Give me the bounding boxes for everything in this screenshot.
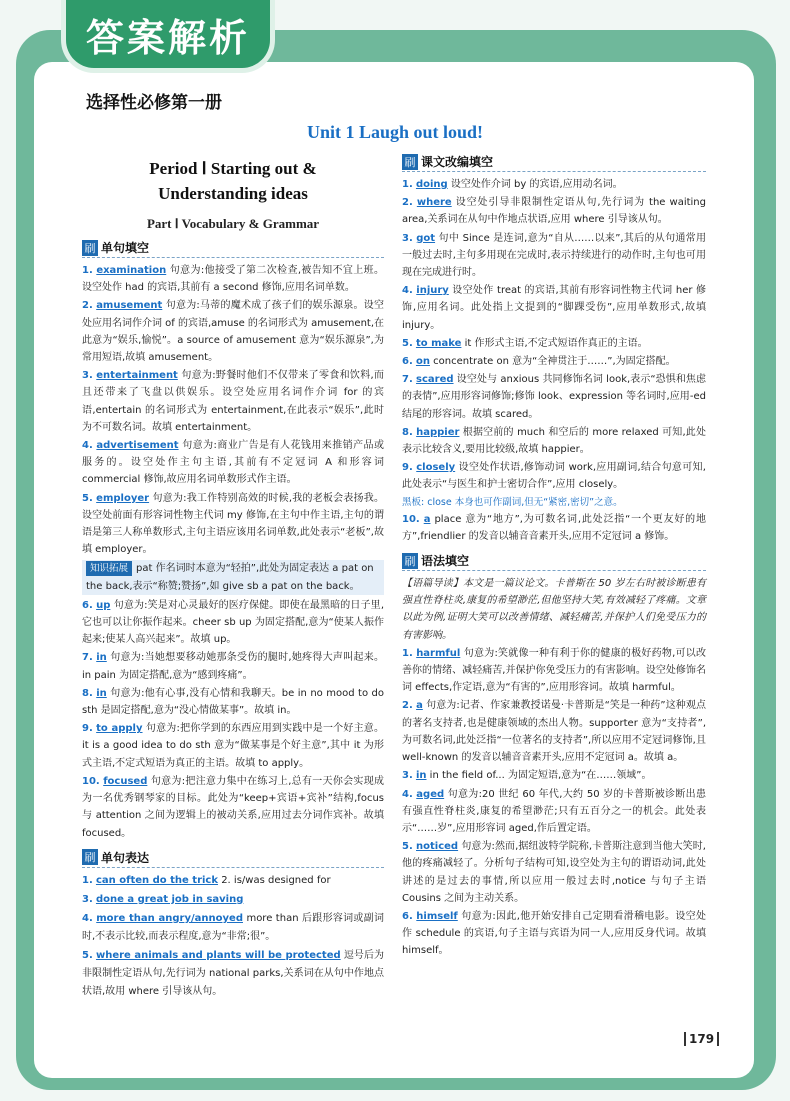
item-explanation: 句意为:笑是对心灵最好的医疗保健。即使在最黑暗的日子里,它也可以让你振作起来。cheer sb up 为固定搭配,意为“使某人振作起来;使某人高兴起来”。故填 up。 xyxy=(82,599,384,646)
list-item xyxy=(82,297,384,366)
list-item xyxy=(82,773,384,842)
list-item xyxy=(402,194,706,228)
part-title: Part Ⅰ Vocabulary & Grammar xyxy=(146,216,320,231)
knowledge-box xyxy=(82,560,384,594)
list-item xyxy=(82,597,384,649)
item-answer: in xyxy=(96,652,107,664)
item-answer: to apply xyxy=(96,723,143,735)
item-explanation: 句意为:我工作特别高效的时候,我的老板会表扬我。设空处前面有形容词性物主代词 my 修饰,在主句中作主语,主句的谓语是第三人称单数形式,主句主语应该用名词单数,此处表示“老板”,故填 employer。 xyxy=(82,492,384,556)
item-number: 4. xyxy=(402,285,413,297)
item-answer: himself xyxy=(416,910,458,922)
section-label: 单句表达 xyxy=(101,850,150,865)
item-explanation: 句意为:把你学到的东西应用到实践中是一个好主意。it is a good idea to do sth 意为“做某事是个好主意”,其中 it 为形式主语,不定式短语为真正的主语。故填 to apply。 xyxy=(82,723,384,769)
item-answer: employer xyxy=(96,492,150,504)
section-label: 单句填空 xyxy=(101,241,150,255)
list-item xyxy=(402,697,706,766)
item-answer: more than angry/annoyed xyxy=(96,912,243,924)
book-title: 选择性必修第一册 xyxy=(86,93,222,113)
list-item xyxy=(402,176,706,193)
item-answer: doing xyxy=(415,179,448,190)
list-item: 10. a place 意为“地方”,为可数名词,此处泛指“一个更友好的地方”,friendlier 的发音以辅音音素开头,应用不定冠词 a 修饰。 xyxy=(402,513,706,542)
item-explanation: 句意为:当她想要移动她那条受伤的腿时,她疼得大声叫起来。in pain 为固定搭配,意为“感到疼痛”。 xyxy=(82,652,384,681)
list-item xyxy=(402,424,706,458)
period-title xyxy=(82,156,384,206)
item-answer: happier xyxy=(416,426,460,438)
item-explanation: 句意为:把注意力集中在练习上,总有一天你会实现成为一名优秀钢琴家的目标。此处为“keep+宾语+宾补”结构,focus 与 attention 之间为逻辑上的被动关系,应用过去分词作宾补。故填 focused。 xyxy=(82,775,384,839)
period-line: Period Ⅰ Starting out & xyxy=(149,159,317,178)
item-explanation: 设空处作状语,修饰动词 work,应用副词,结合句意可知,此处表示“与医生和护士密切合作”,应用 closely。 xyxy=(402,462,706,491)
item-explanation: concentrate on 意为“全神贯注于……”,为固定搭配。 xyxy=(429,356,676,368)
item-explanation: 设空处与 anxious 共同修饰名词 look,表示“恐惧和焦虑的表情”,应用形容词修饰;修饰 look、expression 等名词时,应用-ed 结尾的形容词。故填 scared。 xyxy=(402,374,706,420)
item-answer: focused xyxy=(103,775,148,787)
list-item xyxy=(82,649,384,683)
item-answer: where animals and plants will be protected xyxy=(95,949,341,961)
brush-icon: 刷 xyxy=(402,553,418,569)
item-number: 7. xyxy=(82,652,93,664)
item-answer: can often do the trick xyxy=(95,874,219,886)
knowledge-text: pat 作名词时本意为“轻拍”,此处为固定表达 a pat on the back,表示“称赞;赞扬”,如 give sb a pat on the back。 xyxy=(86,563,374,592)
list-item xyxy=(402,767,706,784)
item-answer: examination xyxy=(96,265,167,276)
list-item xyxy=(402,838,706,907)
list-item xyxy=(402,335,706,352)
list-item xyxy=(402,908,706,960)
knowledge-tag: 知识拓展 xyxy=(86,561,132,576)
passage-note: 黑板: close 本身也可作副词,但无“紧密,密切”之意。 xyxy=(402,496,623,508)
item-answer: in xyxy=(415,770,427,782)
item-number: 9. xyxy=(402,462,413,474)
item-explanation: 句意为:记者、作家兼教授诺曼·卡普斯是“笑是一种药”这种观点的著名支持者,也是健康领域的杰出人物。supporter 意为“支持者”,为可数名词,此处泛指“一位著名的支持者”,所以应用不定冠词修饰,且 well-known 的发音以辅音音素开头,应用不定冠词 a。故填 a。 xyxy=(402,700,706,764)
list-item xyxy=(82,367,384,436)
list-item xyxy=(82,685,384,719)
item-number: 4. xyxy=(82,440,93,452)
item-number: 8. xyxy=(82,687,93,699)
section-grammar-fill xyxy=(402,551,706,571)
item-answer: to make xyxy=(415,337,462,349)
item-number: 9. xyxy=(82,723,93,735)
list-item xyxy=(82,720,384,772)
item-number: 2. xyxy=(402,700,413,712)
item-number: 10. xyxy=(82,775,100,787)
item-number: 5. xyxy=(82,492,93,504)
item-explanation: 句意为:因此,他开始安排自己定期看滑稽电影。设空处作 schedule 的宾语,句子主语与宾语为同一人,应用反身代词。故填 himself。 xyxy=(402,910,706,957)
list-item xyxy=(402,353,706,370)
item-explanation: 句意为:20 世纪 60 年代,大约 50 岁的卡普斯被诊断出患有强直性脊柱炎,康复的希望渺茫;只有五百分之一的机会。此处表示“……岁”,应用形容词 aged,作后置定语。 xyxy=(402,788,707,834)
item-number: 2. xyxy=(82,300,93,312)
brush-icon: 刷 xyxy=(82,849,98,865)
item-explanation: 句意为:笑就像一种有利于你的健康的极好药物,可以改善你的情绪、减轻痛苦,并保护你免受压力的有害影响。设空处修饰名词 effects,作定语,意为“有害的”,应用形容词。故填 harmful。 xyxy=(402,647,706,694)
item-explanation: 逗号后为非限制性定语从句,先行词为 national parks,关系词在从句中作地点状语,故用 where 引导该从句。 xyxy=(82,949,384,997)
item-explanation: 句中 Since 是连词,意为“自从……以来”,其后的从句通常用一般过去时,主句多用现在完成时,表示持续进行的动作时,主句也可用现在完成进行时。 xyxy=(402,232,706,279)
list-item xyxy=(82,262,384,296)
item-answer: noticed xyxy=(416,841,459,853)
item-answer: on xyxy=(415,356,430,368)
header-tab xyxy=(66,0,270,68)
item-number: 4. xyxy=(82,912,93,924)
item-number: 3. xyxy=(82,370,93,382)
item-number: 6. xyxy=(82,599,93,611)
list-item xyxy=(402,371,706,423)
item-number: 3. xyxy=(402,770,413,782)
list-item xyxy=(82,891,384,909)
section-passage-fill xyxy=(402,152,706,172)
section-label: 语法填空 xyxy=(421,554,470,569)
item-number: 3. xyxy=(402,232,413,244)
item-explanation: 句意为:他有心事,没有心情和我聊天。be in no mood to do sth 是固定搭配,意为“没心情做某事”。故填 in。 xyxy=(82,687,384,717)
list-item xyxy=(402,282,706,334)
item-number: 1. xyxy=(402,647,413,659)
item-explanation: 设空处引导非限制性定语从句,先行词为 the waiting area,关系词在从句中作地点状语,应用 where 引导该从句。 xyxy=(402,197,706,226)
item-number: 1. xyxy=(82,874,93,886)
item-explanation: 句意为:野餐时他们不仅带来了零食和饮料,而且还带来了飞盘以供娱乐。设空处应用名词作介词 for 的宾语,entertain 的名词形式为 entertainment,在此表示“娱乐”,此时为不可数名词。故填 entertainment。 xyxy=(82,370,384,433)
item-number: 1. xyxy=(82,265,93,276)
item-answer: amusement xyxy=(96,300,163,312)
right-column xyxy=(402,152,706,961)
item-explanation: 句意为:商业广告是有人花钱用来推销产品或服务的。设空处作主句主语,其前有不定冠词 A 和形容词 commercial 修饰,故应用名词单数形式作主语。 xyxy=(82,440,384,486)
item-answer: up xyxy=(96,599,111,611)
list-item xyxy=(402,230,706,282)
section-label: 课文改编填空 xyxy=(421,155,494,169)
item-number: 6. xyxy=(402,910,413,922)
item-explanation: 设空处作 treat 的宾语,其前有形容词性物主代词 her 修饰,应用名词。此处指上文提到的“脚踝受伤”,应用单数形式,故填 injury。 xyxy=(402,285,706,331)
item-explanation: 设空处作介词 by 的宾语,应用动名词。 xyxy=(447,179,623,190)
item-explanation: more than 后跟形容词或副词时,不表示比较,而表示程度,意为“非常;很”。 xyxy=(82,912,384,942)
item-answer: harmful xyxy=(416,647,461,659)
brush-icon: 刷 xyxy=(402,154,418,170)
list-item xyxy=(402,786,706,838)
item-number: 2. xyxy=(402,197,413,209)
item-number: 6. xyxy=(402,356,413,368)
item-answer: in xyxy=(96,687,107,699)
item-number: 5. xyxy=(402,841,413,853)
item-explanation: 句意为:他接受了第二次检查,被告知不宜上班。设空处作 had 的宾语,其前有 a second 修饰,应用名词单数。 xyxy=(82,265,384,294)
item-explanation: 句意为:马蒂的魔术成了孩子们的娱乐源泉。设空处应用名词作介词 of 的宾语,amuse 的名词形式为 amusement,在此意为“娱乐,愉悦”。a source of amusement 意为“娱乐源泉”,为常用短语,故填 amusement。 xyxy=(82,300,385,364)
item-answer: done a great job in saving xyxy=(95,893,244,905)
section-word-fill xyxy=(82,238,384,258)
item-explanation: it 作形式主语,不定式短语作真正的主语。 xyxy=(461,337,648,349)
item-explanation: 2. is/was designed for xyxy=(218,874,331,886)
header-tab-label: 答案解析 xyxy=(85,15,250,60)
list-item xyxy=(82,490,384,559)
item-number: 5. xyxy=(402,337,413,349)
list-item xyxy=(82,910,384,946)
item-number: 7. xyxy=(402,374,413,386)
item-explanation: in the field of... 为固定短语,意为“在……领域”。 xyxy=(426,770,652,782)
item-explanation: 句意为:然而,据纽波特学院称,卡普斯注意到当他大笑时,他的疼痛减轻了。分析句子结构可知,设空处为主句的谓语动词,此处讲述的是过去的事情,所以应用一般过去时,notice 与句子主语 Cousins 之间为主动关系。 xyxy=(402,841,706,904)
unit-title: Unit 1 Laugh out loud! xyxy=(306,122,484,142)
item-answer: scared xyxy=(416,374,454,386)
brush-icon: 刷 xyxy=(82,240,98,256)
left-column xyxy=(82,152,384,1002)
item-answer: injury xyxy=(416,285,449,297)
page-number: 179 xyxy=(684,1032,719,1046)
item-number: 3. xyxy=(82,893,93,905)
list-item xyxy=(82,872,384,890)
item-number: 4. xyxy=(402,788,413,800)
item-answer: where xyxy=(416,197,452,209)
item-answer: aged xyxy=(416,788,445,800)
list-item xyxy=(82,437,384,489)
period-line: Understanding ideas xyxy=(158,184,308,203)
list-item xyxy=(402,459,706,493)
item-number: 8. xyxy=(402,426,413,438)
item-answer: closely xyxy=(416,462,456,474)
item-answer: a xyxy=(416,700,423,712)
item-answer: advertisement xyxy=(96,440,179,452)
item-number: 1. xyxy=(402,179,413,190)
item-number: 5. xyxy=(82,949,93,961)
section-sentence-express xyxy=(82,848,384,868)
list-item xyxy=(402,645,706,697)
grammar-intro: 【语篇导读】本文是一篇议论文。卡普斯在 50 岁左右时被诊断患有强直性脊柱炎,康复的希望渺茫,但他坚持大笑,有效减轻了疼痛。文章以此为例,证明大笑可以改善情绪、减轻痛苦,并保护人们免受压力的有害影响。 xyxy=(402,578,706,641)
item-explanation: 根据空前的 much 和空后的 more relaxed 可知,此处表示比较含义,要用比较级,故填 happier。 xyxy=(402,426,706,456)
item-answer: got xyxy=(416,232,436,244)
list-item xyxy=(82,947,384,1001)
item-answer: entertainment xyxy=(96,370,178,382)
